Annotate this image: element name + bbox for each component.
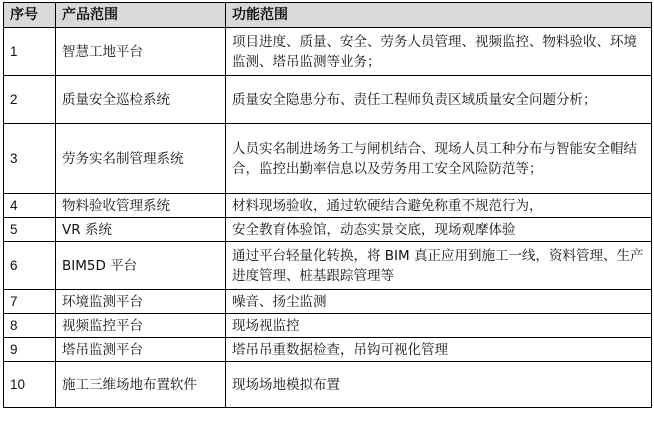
product-name: 施工三维场地布置软件	[56, 362, 226, 408]
function-description: 现场场地模拟布置	[226, 362, 652, 408]
product-name: 物料验收管理系统	[56, 194, 226, 218]
table-row	[4, 28, 652, 76]
function-description: 项目进度、质量、安全、劳务人员管理、视频监控、物料验收、环境监测、塔吊监测等业务；	[226, 28, 652, 76]
function-description: 材料现场验收，通过软硬结合避免称重不规范行为，	[226, 194, 652, 218]
table-row	[4, 338, 652, 362]
table-row	[4, 218, 652, 242]
row-number: 5	[4, 218, 56, 242]
table-row	[4, 124, 652, 194]
table-row	[4, 362, 652, 408]
product-name: 塔吊监测平台	[56, 338, 226, 362]
header-number: 序号	[4, 3, 56, 28]
product-name: 质量安全巡检系统	[56, 76, 226, 124]
table-header-row	[4, 3, 652, 28]
function-description: 塔吊吊重数据检查，吊钩可视化管理	[226, 338, 652, 362]
row-number: 3	[4, 124, 56, 194]
row-number: 2	[4, 76, 56, 124]
header-function-scope: 功能范围	[226, 3, 652, 28]
row-number: 4	[4, 194, 56, 218]
table-row	[4, 290, 652, 314]
product-feature-table	[3, 2, 652, 408]
header-product-scope: 产品范围	[56, 3, 226, 28]
product-name: 智慧工地平台	[56, 28, 226, 76]
row-number: 9	[4, 338, 56, 362]
function-description: 现场视监控	[226, 314, 652, 338]
row-number: 10	[4, 362, 56, 408]
row-number: 7	[4, 290, 56, 314]
row-number: 8	[4, 314, 56, 338]
product-name: 劳务实名制管理系统	[56, 124, 226, 194]
function-description: 质量安全隐患分布、责任工程师负责区域质量安全问题分析；	[226, 76, 652, 124]
table-row	[4, 242, 652, 290]
table-row	[4, 314, 652, 338]
function-description: 人员实名制进场务工与闸机结合、现场人员工种分布与智能安全帽结合，监控出勤率信息以及劳务用工安全风险防范等；	[226, 124, 652, 194]
table-row	[4, 194, 652, 218]
table-row	[4, 76, 652, 124]
function-description: 通过平台轻量化转换，将 BIM 真正应用到施工一线，资料管理、生产进度管理、桩基跟踪管理等	[226, 242, 652, 290]
row-number: 6	[4, 242, 56, 290]
row-number: 1	[4, 28, 56, 76]
product-name: 环境监测平台	[56, 290, 226, 314]
product-name: VR 系统	[56, 218, 226, 242]
function-description: 噪音、扬尘监测	[226, 290, 652, 314]
function-description: 安全教育体验馆，动态实景交底，现场观摩体验	[226, 218, 652, 242]
product-name: 视频监控平台	[56, 314, 226, 338]
product-name: BIM5D 平台	[56, 242, 226, 290]
